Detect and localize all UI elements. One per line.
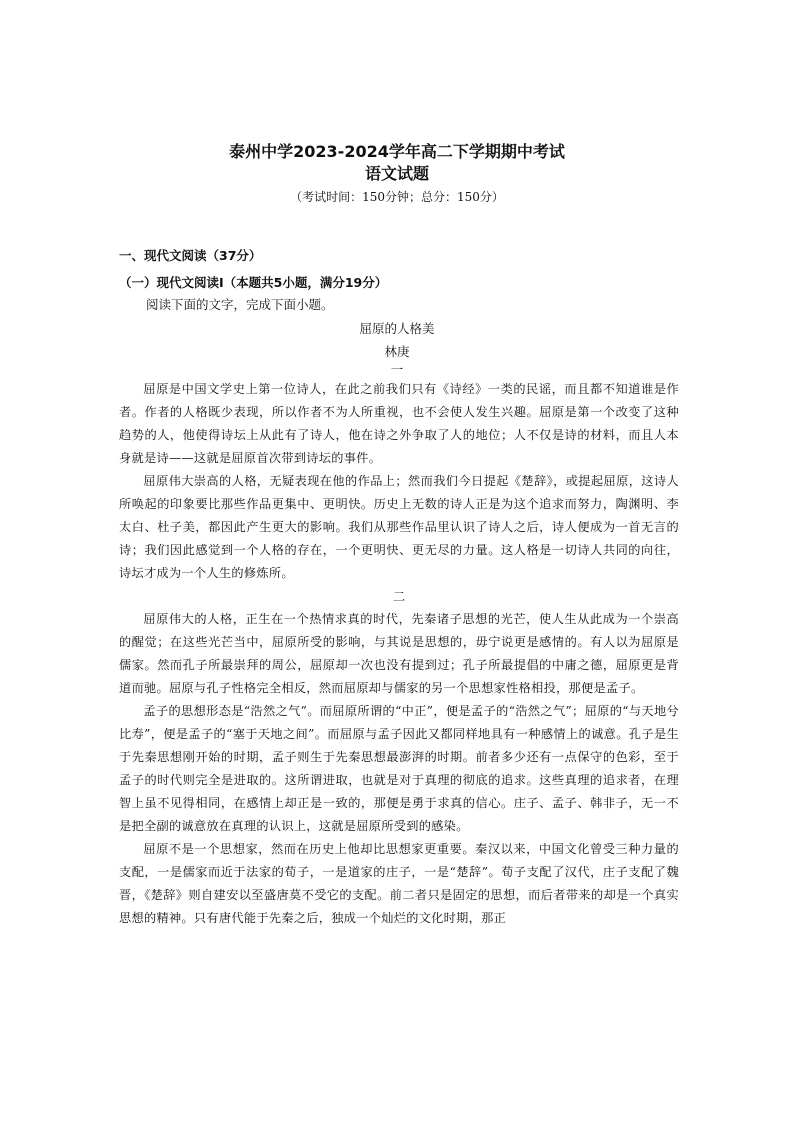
part-two-mark: 二: [392, 589, 406, 604]
exam-subject: 语文试题: [364, 164, 429, 183]
paragraph: 孟子的思想形态是“浩然之气”。而屈原所谓的“中正”，便是孟子的“浩然之气”；屈原的“与天地兮比寿”，便是孟子的“塞于天地之间”。而屈原与孟子因此又都同样地具有一种感情上的诚意。孔子是生于先秦思想刚开始的时期，孟子则生于先秦思想最澎湃的时期。前者多少还有一点保守的色彩，至于孟子的时代则完全是进取的。这所谓进取，也就是对于真理的彻底的追求。这些真理的追求者，在理智上虽不见得相同，在感情上却正是一致的，那便是勇于求真的信心。庄子、孟子、韩非子，无一不是把全副的诚意放在真理的认识上，这就是屈原所受到的感染。: [119, 704, 679, 833]
exam-info: （考试时间：150分钟；总分：150分）: [290, 190, 504, 204]
exam-title: 泰州中学2023-2024学年高二下学期期中考试: [229, 142, 565, 161]
paragraph: 屈原不是一个思想家，然而在历史上他却比思想家更重要。秦汉以来，中国文化曾受三种力量的支配，一是儒家而近于法家的荀子，一是道家的庄子，一是“楚辞”。荀子支配了汉代，庄子支配了魏晋，《楚辞》则自建安以至盛唐莫不受它的支配。前二者只是固定的思想，而后者带来的却是一个真实思想的精神。只有唐代能于先秦之后，独成一个灿烂的文化时期，那正: [119, 842, 679, 925]
paragraph: 屈原伟大崇高的人格，无疑表现在他的作品上；然而我们今日提起《楚辞》，或提起屈原，这诗人所唤起的印象要比那些作品更集中、更明快。历史上无数的诗人正是为这个追求而努力，陶渊明、李太白、杜子美，都因此产生更大的影响。我们从那些作品里认识了诗人之后，诗人便成为一首无言的诗；我们因此感觉到一个人格的存在，一个更明快、更无尽的力量。这人格是一切诗人共同的向往，诗坛才成为一个人生的修炼所。: [119, 474, 679, 580]
article-body: [119, 378, 679, 930]
part-one-mark: 一: [390, 362, 404, 377]
paragraph: 屈原是中国文学史上第一位诗人，在此之前我们只有《诗经》一类的民谣，而且都不知道谁是作者。作者的人格既少表现，所以作者不为人所重视，也不会使人发生兴趣。屈原是第一个改变了这种趋势的人，他使得诗坛上从此有了诗人，他在诗之外争取了人的地位；人不仅是诗的材料，而且人本身就是诗——这就是屈原首次带到诗坛的事件。: [119, 382, 679, 465]
article-author: 林庚: [384, 344, 410, 359]
section-heading: 一、现代文阅读（37分）: [119, 248, 262, 263]
paragraph: 屈原伟大的人格，正生在一个热情求真的时代，先秦诸子思想的光芒，使人生从此成为一个崇高的醒觉；在这些光芒当中，屈原所受的影响，与其说是思想的，毋宁说更是感情的。有人以为屈原是儒家。然而孔子所最崇拜的周公，屈原却一次也没有提到过；孔子所最提倡的中庸之德，屈原更是背道而驰。屈原与孔子性格完全相反，然而屈原却与儒家的另一个思想家性格相投，那便是孟子。: [119, 612, 679, 695]
sub-section-heading: （一）现代文阅读Ⅰ（本题共5小题，满分19分）: [119, 275, 388, 290]
instruction-text: 阅读下面的文字，完成下面小题。: [146, 297, 334, 312]
article-title: 屈原的人格美: [359, 321, 435, 336]
